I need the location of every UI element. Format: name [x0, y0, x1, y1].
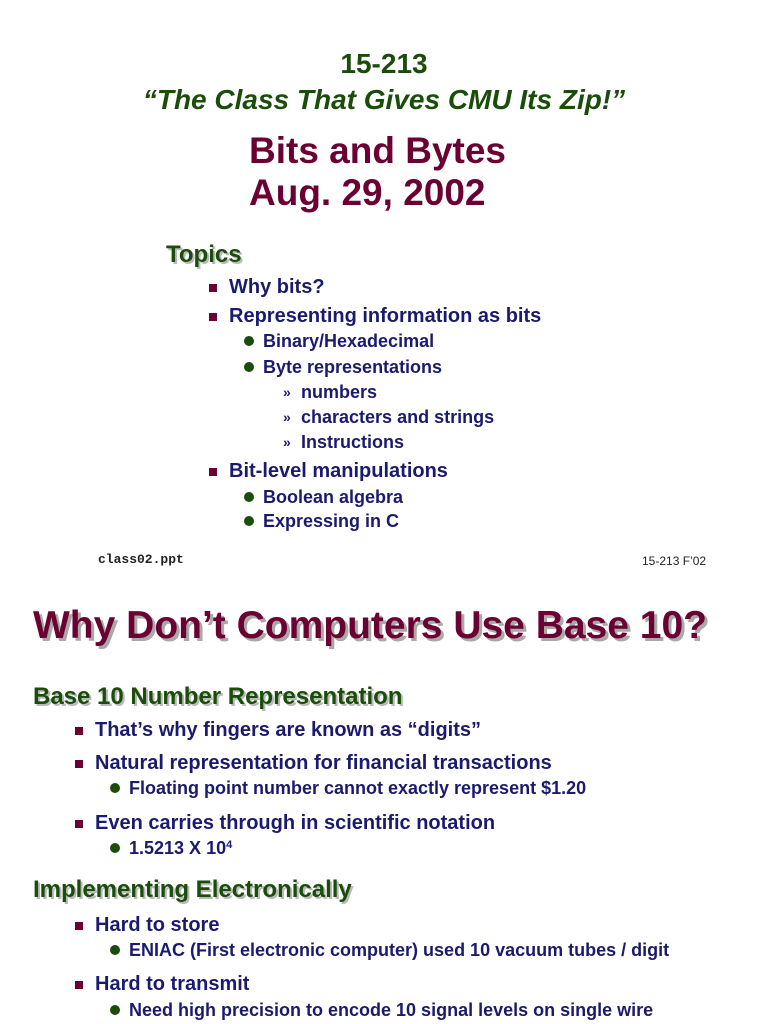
item-characters: characters and strings: [301, 407, 495, 427]
circle-bullet-icon: [244, 336, 254, 346]
item-numbers: numbers: [301, 382, 378, 402]
circle-bullet-icon: [244, 362, 254, 372]
subtopic-expressing: Expressing in C: [263, 511, 400, 531]
subbullet-precision: Need high precision to encode 10 signal levels on single wire: [129, 1000, 654, 1020]
section-electronic-heading: Implementing Electronically: [33, 876, 352, 903]
bullet-hard-store: Hard to store: [95, 914, 220, 936]
topic-bit-level: Bit-level manipulations: [229, 460, 448, 482]
raquo-bullet-icon: »: [283, 409, 291, 425]
square-bullet-icon: [75, 981, 83, 989]
raquo-bullet-icon: »: [283, 434, 291, 450]
slide2-title: Why Don’t Computers Use Base 10?: [33, 604, 707, 647]
course-tagline: “The Class That Gives CMU Its Zip!”: [142, 84, 626, 115]
square-bullet-icon: [75, 760, 83, 768]
subbullet-eniac: ENIAC (First electronic computer) used 10 vacuum tubes / digit: [129, 940, 670, 960]
sci-exponent: 4: [226, 839, 233, 851]
subtopic-binary-hex: Binary/Hexadecimal: [263, 331, 435, 351]
bullet-fingers: That’s why fingers are known as “digits”: [95, 719, 482, 741]
slide-footer: 15-213 F’02: [642, 554, 707, 568]
subbullet-floating: Floating point number cannot exactly represent $1.20: [129, 778, 587, 798]
section-base10-heading: Base 10 Number Representation: [33, 683, 403, 710]
square-bullet-icon: [75, 922, 83, 930]
bullet-natural: Natural representation for financial transactions: [95, 752, 552, 774]
raquo-bullet-icon: »: [283, 384, 291, 400]
square-bullet-icon: [75, 820, 83, 828]
bullet-hard-transmit: Hard to transmit: [95, 973, 250, 995]
circle-bullet-icon: [244, 492, 254, 502]
circle-bullet-icon: [244, 516, 254, 526]
circle-bullet-icon: [110, 843, 120, 853]
slide-title-line-2: Aug. 29, 2002: [249, 172, 486, 213]
bullet-carries: Even carries through in scientific notation: [95, 812, 496, 834]
square-bullet-icon: [75, 727, 83, 735]
sci-base: 1.5213 X 10: [129, 838, 227, 858]
square-bullet-icon: [209, 468, 217, 476]
subtopic-boolean: Boolean algebra: [263, 487, 404, 507]
item-instructions: Instructions: [301, 432, 405, 452]
topics-heading: Topics: [166, 241, 242, 268]
topic-why-bits: Why bits?: [229, 276, 325, 298]
course-number: 15-213: [340, 48, 428, 79]
slide-filename: class02.ppt: [98, 552, 184, 567]
topic-representing: Representing information as bits: [229, 305, 542, 327]
subbullet-scientific: [129, 838, 232, 859]
circle-bullet-icon: [110, 1005, 120, 1015]
circle-bullet-icon: [110, 783, 120, 793]
square-bullet-icon: [209, 284, 217, 292]
circle-bullet-icon: [110, 945, 120, 955]
square-bullet-icon: [209, 313, 217, 321]
slide-title-line-1: Bits and Bytes: [249, 130, 507, 171]
subtopic-byte-reps: Byte representations: [263, 357, 443, 377]
